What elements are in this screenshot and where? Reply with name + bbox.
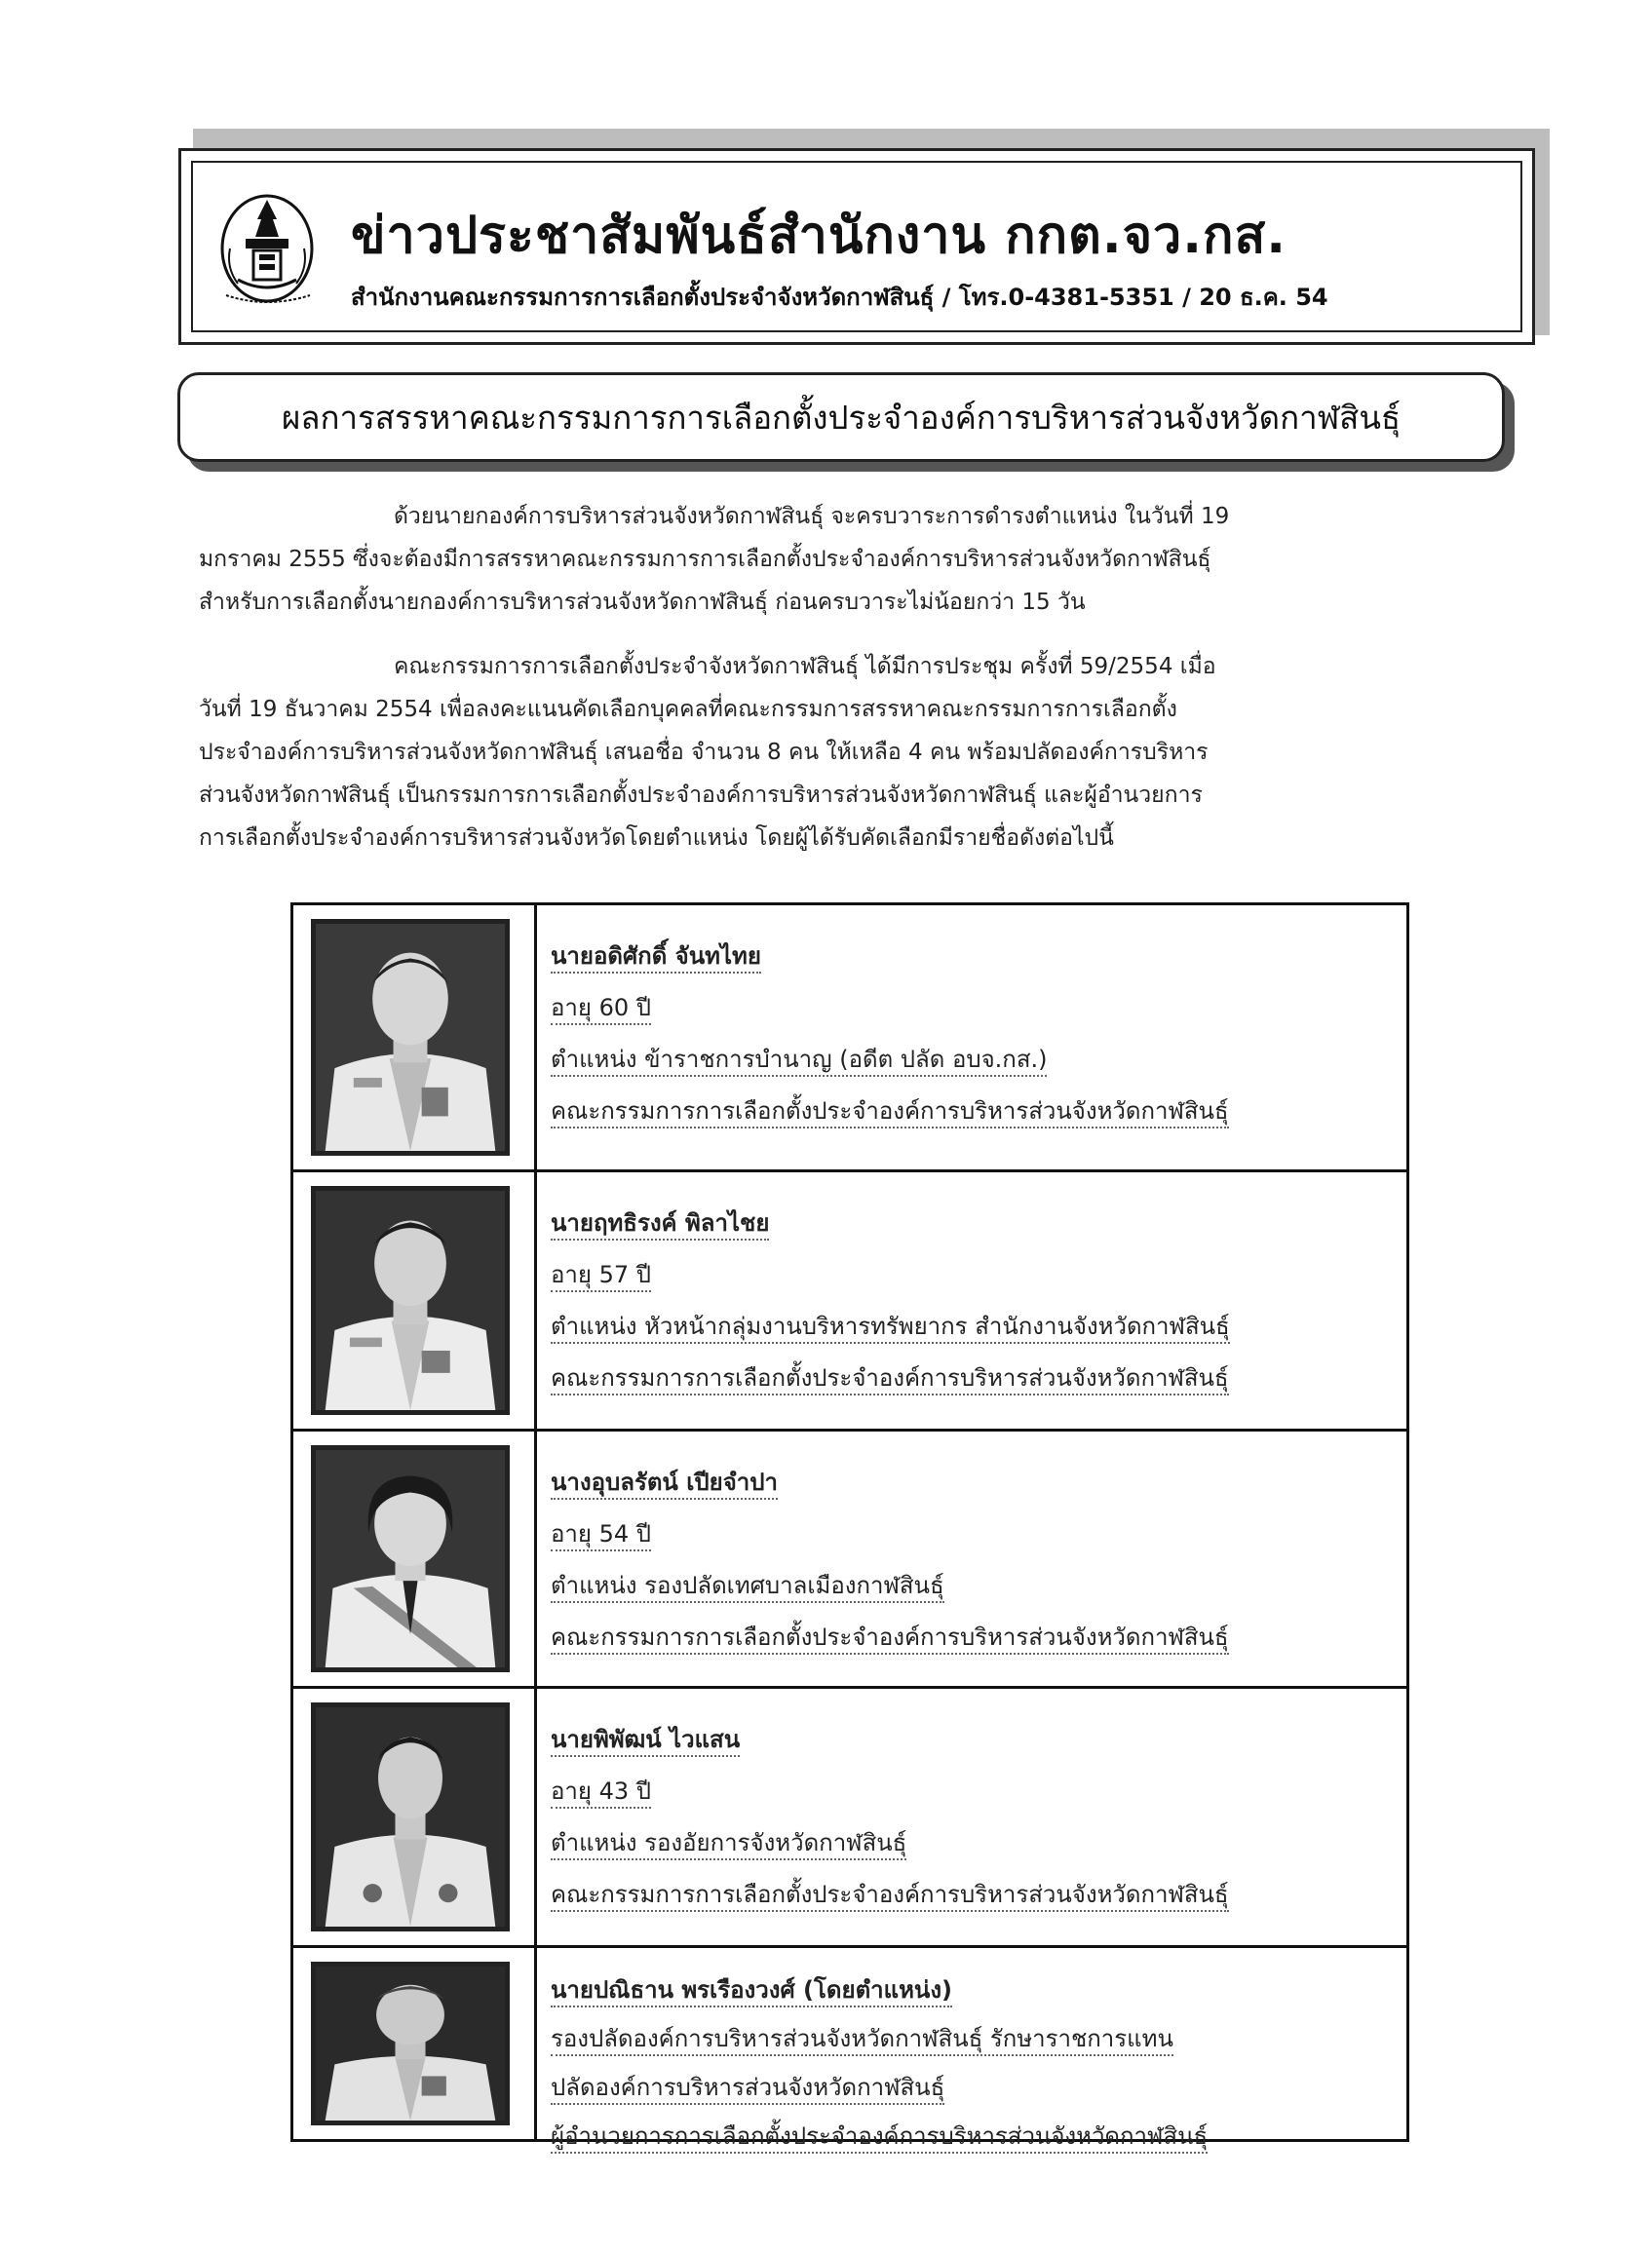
member-position: ตำแหน่ง รองปลัดเทศบาลเมืองกาฬสินธุ์	[551, 1572, 944, 1603]
member-name: นายพิพัฒน์ ไวแสน	[551, 1726, 740, 1757]
member-name: นางอุบลรัตน์ เปียจำปา	[551, 1469, 778, 1500]
member-info	[551, 1966, 1387, 2160]
paragraph-2-line: คณะกรรมการการเลือกตั้งประจำจังหวัดกาฬสินธุ์ ได้มีการประชุม ครั้งที่ 59/2554 เมื่อ	[394, 654, 1216, 679]
subject-banner	[177, 372, 1505, 462]
member-name: นายฤทธิรงค์ พิลาไชย	[551, 1209, 769, 1241]
member-role: คณะกรรมการการเลือกตั้งประจำองค์การบริหารส่วนจังหวัดกาฬสินธุ์	[551, 1881, 1229, 1912]
paragraph-2-line: ส่วนจังหวัดกาฬสินธุ์ เป็นกรรมการการเลือกตั้งประจำองค์การบริหารส่วนจังหวัดกาฬสินธุ์ และผู้อำนวยการ	[199, 783, 1203, 808]
member-acting-position: รองปลัดองค์การบริหารส่วนจังหวัดกาฬสินธุ์ รักษาราชการแทน	[551, 2025, 1173, 2056]
portrait-photo-icon	[311, 919, 510, 1156]
election-commission-seal-icon	[216, 190, 319, 307]
paragraph-2-line: การเลือกตั้งประจำองค์การบริหารส่วนจังหวัดโดยตำแหน่ง โดยผู้ได้รับคัดเลือกมีรายชื่อดังต่อไปนี้	[199, 825, 1114, 851]
member-position: ตำแหน่ง ข้าราชการบำนาญ (อดีต ปลัด อบจ.กส.)	[551, 1046, 1047, 1077]
member-position: ตำแหน่ง รองอัยการจังหวัดกาฬสินธุ์	[551, 1829, 906, 1860]
paragraph-1	[199, 495, 1398, 624]
member-role: คณะกรรมการการเลือกตั้งประจำองค์การบริหารส่วนจังหวัดกาฬสินธุ์	[551, 1624, 1229, 1655]
header-subtitle: สำนักงานคณะกรรมการการเลือกตั้งประจำจังหวัดกาฬสินธุ์ / โทร.0-4381-5351 / 20 ธ.ค. 54	[351, 284, 1328, 311]
member-photo-cell	[293, 1172, 537, 1429]
member-row	[293, 905, 1406, 1172]
member-row	[293, 1172, 1406, 1432]
member-info	[551, 1198, 1387, 1404]
portrait-photo-icon	[311, 1445, 510, 1672]
member-info	[551, 1457, 1387, 1663]
members-table	[290, 902, 1409, 2150]
member-photo-cell	[293, 905, 537, 1169]
member-age: อายุ 54 ปี	[551, 1520, 651, 1551]
member-age: อายุ 60 ปี	[551, 994, 651, 1025]
member-row	[293, 1689, 1406, 1948]
paragraph-2	[199, 645, 1398, 860]
member-row	[293, 1948, 1406, 2150]
member-role: คณะกรรมการการเลือกตั้งประจำองค์การบริหารส่วนจังหวัดกาฬสินธุ์	[551, 1364, 1229, 1395]
member-age: อายุ 57 ปี	[551, 1261, 651, 1292]
member-role: คณะกรรมการการเลือกตั้งประจำองค์การบริหารส่วนจังหวัดกาฬสินธุ์	[551, 1097, 1229, 1128]
header-title: ข่าวประชาสัมพันธ์สำนักงาน กกต.จว.กส.	[351, 207, 1287, 265]
paragraph-1-line: สำหรับการเลือกตั้งนายกองค์การบริหารส่วนจังหวัดกาฬสินธุ์ ก่อนครบวาระไม่น้อยกว่า 15 วัน	[199, 590, 1086, 615]
member-photo-cell	[293, 1432, 537, 1686]
member-name: นายอดิศักดิ์ จันทไทย	[551, 942, 761, 974]
member-photo-cell	[293, 1689, 537, 1945]
paragraph-2-line: วันที่ 19 ธันวาคม 2554 เพื่อลงคะแนนคัดเลือกบุคคลที่คณะกรรมการสรรหาคณะกรรมการการเลือกตั้ง	[199, 697, 1177, 722]
member-position: ตำแหน่ง หัวหน้ากลุ่มงานบริหารทรัพยากร สำนักงานจังหวัดกาฬสินธุ์	[551, 1313, 1230, 1344]
member-photo-cell	[293, 1948, 537, 2139]
member-row	[293, 1432, 1406, 1689]
member-age: อายุ 43 ปี	[551, 1777, 651, 1809]
member-name: นายปณิธาน พรเรืองวงศ์ (โดยตำแหน่ง)	[551, 1976, 952, 2007]
press-release-header	[178, 148, 1535, 345]
portrait-photo-icon	[311, 1186, 510, 1415]
member-position: ปลัดองค์การบริหารส่วนจังหวัดกาฬสินธุ์	[551, 2074, 944, 2105]
member-info	[551, 931, 1387, 1137]
paragraph-2-line: ประจำองค์การบริหารส่วนจังหวัดกาฬสินธุ์ เสนอชื่อ จำนวน 8 คน ให้เหลือ 4 คน พร้อมปลัดองค์การบริหาร	[199, 740, 1209, 765]
paragraph-1-line: มกราคม 2555 ซึ่งจะต้องมีการสรรหาคณะกรรมการการเลือกตั้งประจำองค์การบริหารส่วนจังหวัดกาฬสินธุ์	[199, 547, 1211, 572]
member-role: ผู้อำนวยการการเลือกตั้งประจำองค์การบริหารส่วนจังหวัดกาฬสินธุ์	[551, 2122, 1208, 2154]
header-inner-frame	[191, 161, 1522, 332]
paragraph-1-line: ด้วยนายกองค์การบริหารส่วนจังหวัดกาฬสินธุ์ จะครบวาระการดำรงตำแหน่ง ในวันที่ 19	[394, 504, 1230, 529]
member-info	[551, 1714, 1387, 1921]
subject-text: ผลการสรรหาคณะกรรมการการเลือกตั้งประจำองค์การบริหารส่วนจังหวัดกาฬสินธุ์	[281, 398, 1402, 437]
portrait-photo-icon	[311, 1702, 510, 1931]
portrait-photo-icon	[311, 1962, 510, 2125]
